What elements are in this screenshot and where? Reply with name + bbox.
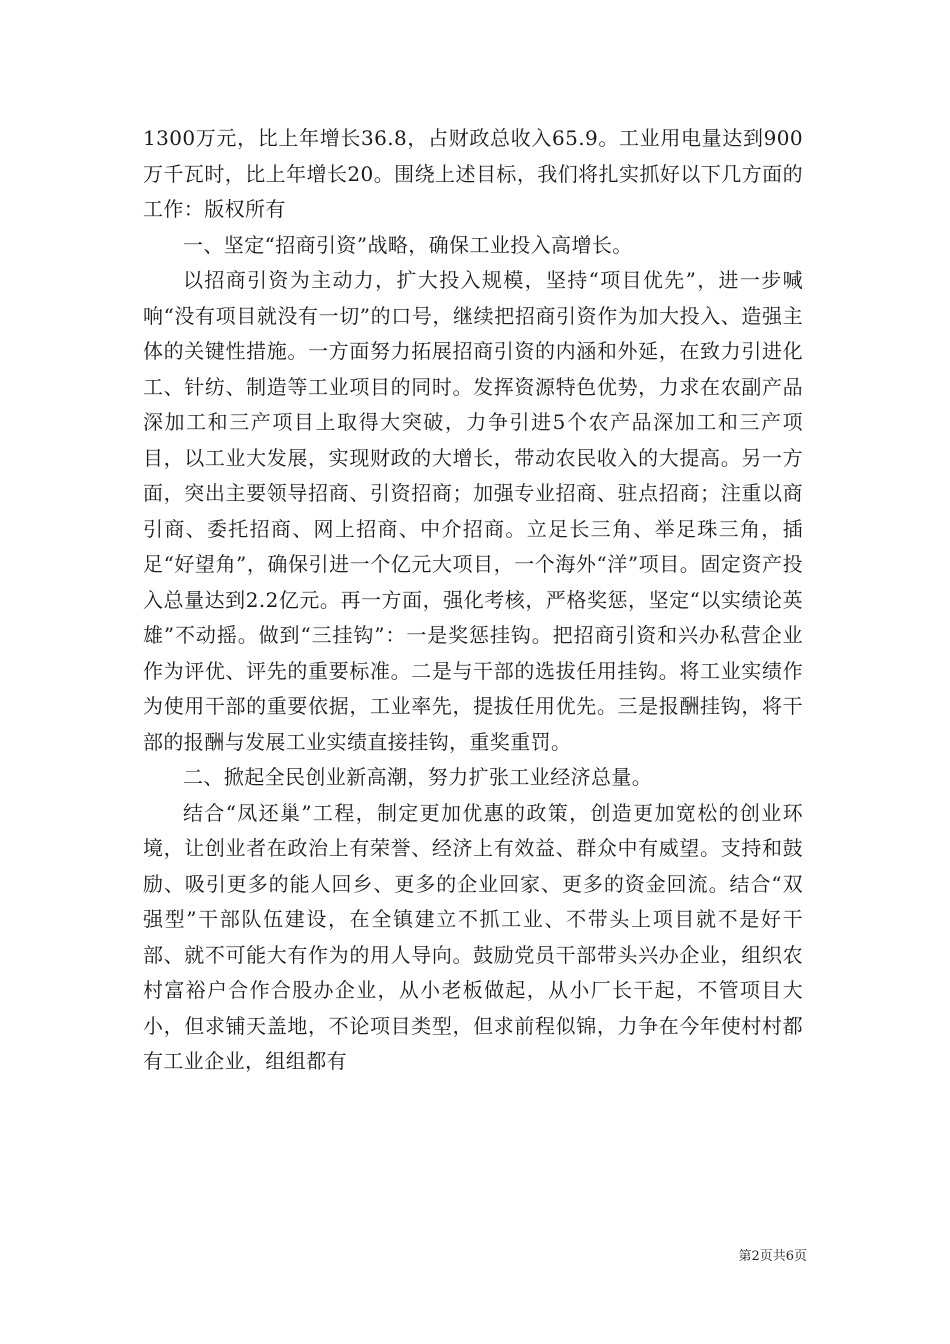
page-number: 第2页共6页 bbox=[738, 1249, 807, 1264]
section-heading-2: 二、掀起全民创业新高潮，努力扩张工业经济总量。 bbox=[183, 765, 653, 789]
paragraph-2: 以招商引资为主动力，扩大投入规模，坚持“项目优先”，进一步喊响“没有项目就没有一切”的口号，继续把招商引资作为加大投入、造强主体的关键性措施。一方面努力拓展招商引资的内涵和外延，在致力引进化工、针纺、制造等工业项目的同时。发挥资源特色优势，力求在农副产品深加工和三产项目上取得大突破，力争引进5个农产品深加工和三产项目，以工业大发展，实现财政的大增长，带动农民收入的大提高。另一方面，突出主要领导招商、引资招商；加强专业招商、驻点招商；注重以商引商、委托招商、网上招商、中介招商。立足长三角、举足珠三角，插足“好望角”，确保引进一个亿元大项目，一个海外“洋”项目。固定资产投入总量达到2.2亿元。再一方面，强化考核，严格奖惩，坚定“以实绩论英雄”不动摇。做到“三挂钩”：一是奖惩挂钩。把招商引资和兴办私营企业作为评优、评先的重要标准。二是与干部的选拔任用挂钩。将工业实绩作为使用干部的重要依据，工业率先，提拔任用优先。三是报酬挂钩，将干部的报酬与发展工业实绩直接挂钩，重奖重罚。 bbox=[143, 268, 803, 754]
section-heading-1: 一、坚定“招商引资”战略，确保工业投入高增长。 bbox=[183, 232, 633, 257]
paragraph-1: 1300万元，比上年增长36.8，占财政总收入65.9。工业用电量达到900万千瓦时，比上年增长20。围绕上述目标，我们将扎实抓好以下几方面的工作：版权所有 bbox=[143, 126, 803, 221]
paragraph-3: 结合“凤还巢”工程，制定更加优惠的政策，创造更加宽松的创业环境，让创业者在政治上有荣誉、经济上有效益、群众中有威望。支持和鼓励、吸引更多的能人回乡、更多的企业回家、更多的资金回流。结合“双强型”干部队伍建设，在全镇建立不抓工业、不带头上项目就不是好干部、就不可能大有作为的用人导向。鼓励党员干部带头兴办企业，组织农村富裕户合作合股办企业，从小老板做起，从小厂长干起，不管项目大小，但求铺天盖地，不论项目类型，但求前程似锦，力争在今年使村村都有工业企业，组组都有 bbox=[143, 800, 803, 1073]
document-body bbox=[143, 121, 803, 1080]
